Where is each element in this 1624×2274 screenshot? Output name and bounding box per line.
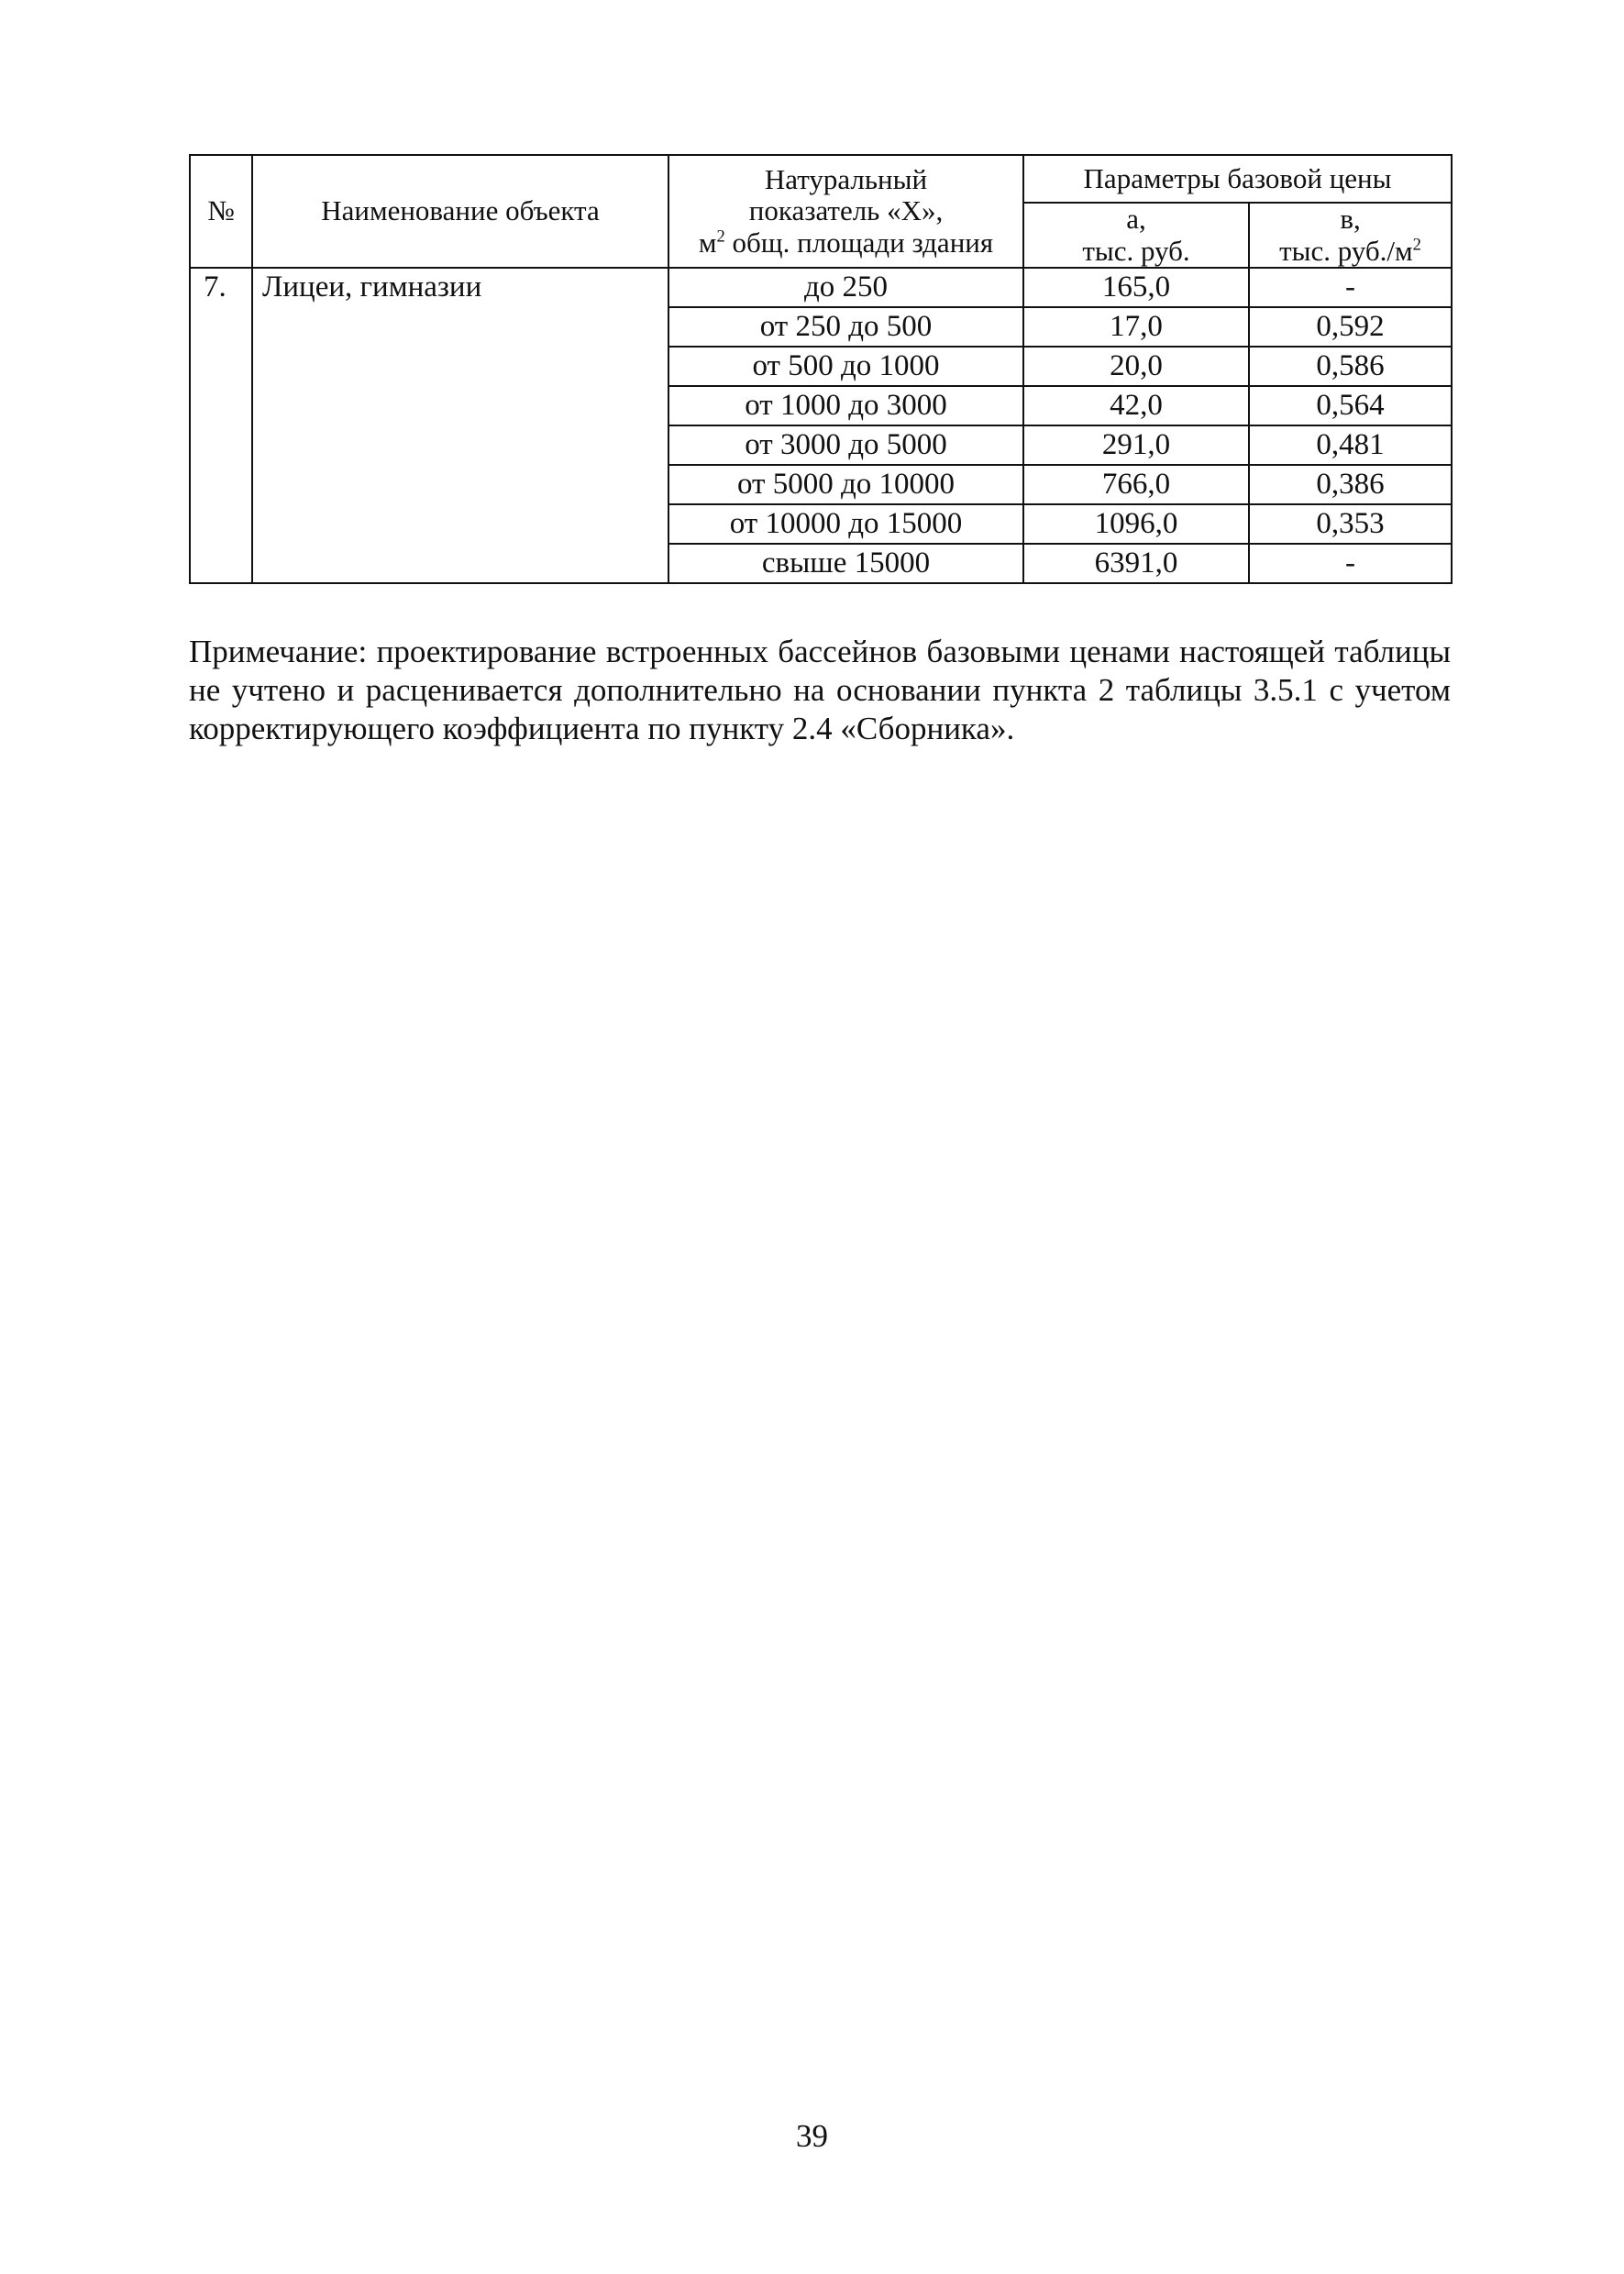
range-cell: до 250 xyxy=(668,268,1023,307)
indicator-label-line2: показатель «X», xyxy=(748,194,944,227)
col-header-a-line2: тыс. руб. xyxy=(1082,234,1190,267)
page-number: 39 xyxy=(796,2118,828,2154)
col-header-no: № xyxy=(190,155,252,268)
value-a-cell: 17,0 xyxy=(1023,307,1249,347)
range-cell: от 3000 до 5000 xyxy=(668,425,1023,465)
value-a-cell: 1096,0 xyxy=(1023,504,1249,544)
range-cell: от 1000 до 3000 xyxy=(668,386,1023,425)
table-note: Примечание: проектирование встроенных бассейнов базовыми ценами настоящей таблицы не учтено и расценивается дополнительно на основании пункта 2 таблицы 3.5.1 с учетом корректирующего коэффициента по пункту 2.4 «Сборника». xyxy=(189,634,1451,746)
value-a-cell: 165,0 xyxy=(1023,268,1249,307)
col-header-b-unit: тыс. руб./м xyxy=(1279,234,1413,267)
col-header-a xyxy=(1023,203,1249,268)
indicator-unit: м xyxy=(698,226,717,259)
range-cell: от 5000 до 10000 xyxy=(668,465,1023,504)
indicator-unit-sup: 2 xyxy=(716,226,725,247)
col-header-b-sup: 2 xyxy=(1412,235,1421,255)
col-header-b xyxy=(1249,203,1452,268)
indicator-label-line3 xyxy=(675,227,1017,259)
item-name: Лицеи, гимназии xyxy=(252,268,668,583)
col-header-indicator xyxy=(668,155,1023,268)
range-cell: от 10000 до 15000 xyxy=(668,504,1023,544)
table-header-row xyxy=(190,155,1452,203)
value-b-cell: 0,353 xyxy=(1249,504,1452,544)
value-a-cell: 766,0 xyxy=(1023,465,1249,504)
value-a-cell: 42,0 xyxy=(1023,386,1249,425)
range-cell: от 250 до 500 xyxy=(668,307,1023,347)
range-cell: свыше 15000 xyxy=(668,544,1023,583)
value-b-cell: 0,586 xyxy=(1249,347,1452,386)
value-a-cell: 6391,0 xyxy=(1023,544,1249,583)
base-price-table xyxy=(189,154,1453,584)
value-a-cell: 20,0 xyxy=(1023,347,1249,386)
item-number: 7. xyxy=(190,268,252,583)
value-b-cell: 0,592 xyxy=(1249,307,1452,347)
value-b-cell: 0,386 xyxy=(1249,465,1452,504)
indicator-label-line1: Натуральный xyxy=(764,162,928,195)
value-a-cell: 291,0 xyxy=(1023,425,1249,465)
col-header-params: Параметры базовой цены xyxy=(1023,155,1452,203)
value-b-cell: - xyxy=(1249,544,1452,583)
indicator-unit-desc: общ. площади здания xyxy=(724,226,994,259)
value-b-cell: 0,481 xyxy=(1249,425,1452,465)
range-cell: от 500 до 1000 xyxy=(668,347,1023,386)
col-header-name: Наименование объекта xyxy=(252,155,668,268)
value-b-cell: 0,564 xyxy=(1249,386,1452,425)
value-b-cell: - xyxy=(1249,268,1452,307)
col-header-b-line1: в, xyxy=(1340,203,1361,235)
table-row xyxy=(190,268,1452,307)
col-header-b-line2 xyxy=(1255,236,1445,268)
col-header-a-line1: а, xyxy=(1126,203,1146,235)
